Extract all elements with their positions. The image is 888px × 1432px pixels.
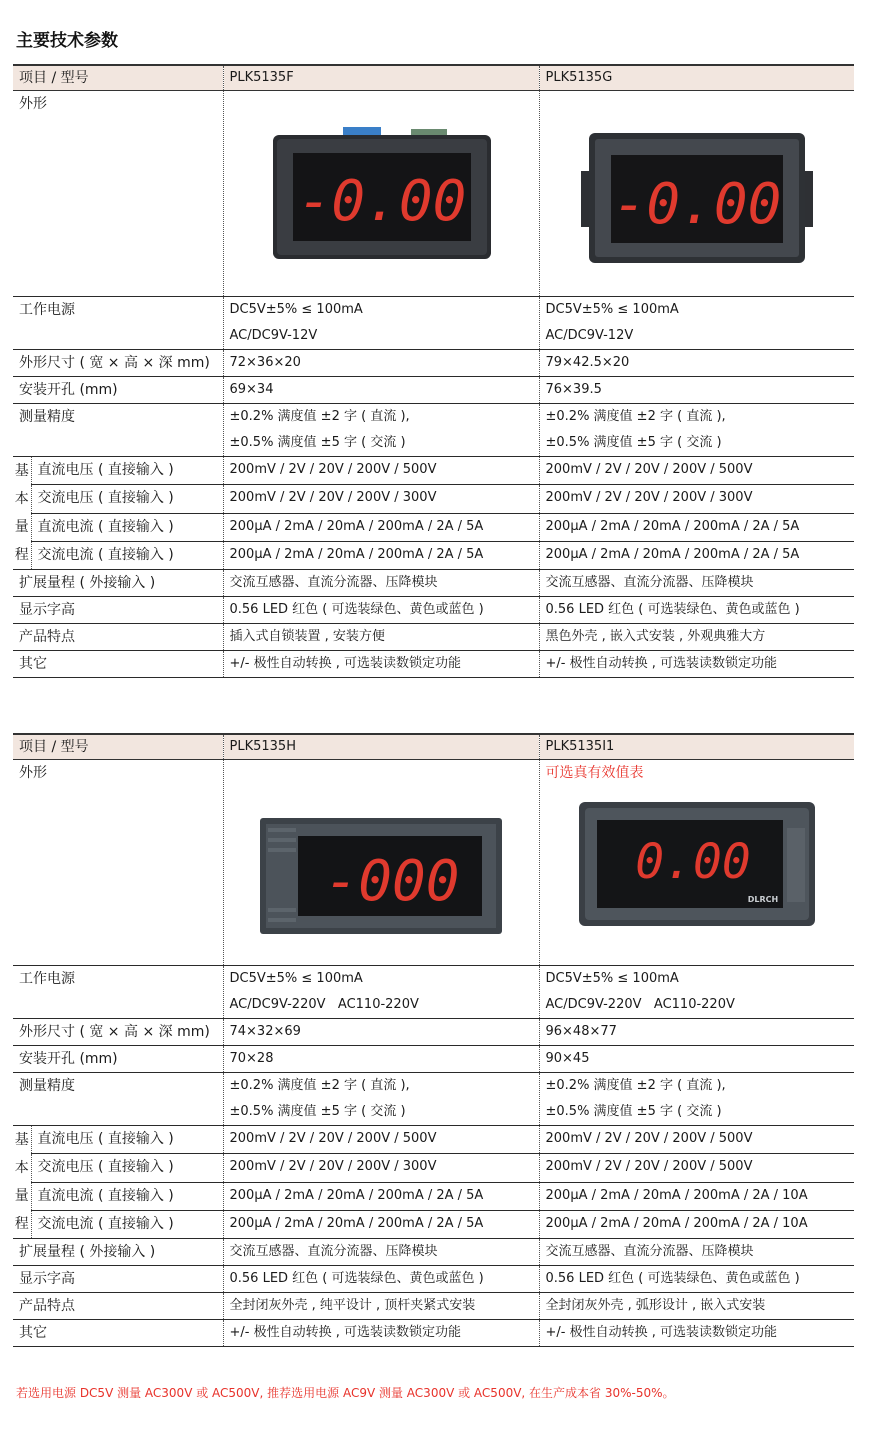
spec-table-1 <box>13 64 854 678</box>
row-label: 工作电源 <box>13 297 223 350</box>
cell-value <box>539 1073 854 1126</box>
size-row <box>13 350 854 377</box>
cell-line: ±0.5% 满度值 ±5 字 ( 交流 ) <box>229 1104 406 1119</box>
range-row <box>13 1126 854 1154</box>
cell-value: 200μA / 2mA / 20mA / 200mA / 2A / 10A <box>539 1210 854 1238</box>
row-label: 显示字高 <box>13 597 223 624</box>
range-row <box>13 541 854 569</box>
cell-line: ±0.2% 满度值 ±2 字 ( 直流 ), <box>545 1078 726 1093</box>
cell-value <box>539 404 854 457</box>
range-row <box>13 1210 854 1238</box>
row-label: 交流电压 ( 直接输入 ) <box>31 485 223 513</box>
cell-value: 200μA / 2mA / 20mA / 200mA / 2A / 5A <box>539 541 854 569</box>
cell-value: +/- 极性自动转换 , 可选装读数锁定功能 <box>223 1320 539 1347</box>
group-label-basic-range <box>13 1126 31 1239</box>
row-label: 外形 <box>13 760 223 966</box>
cell-value: 插入式自锁装置 , 安装方便 <box>223 624 539 651</box>
spec-table-2 <box>13 733 854 1347</box>
row-label: 外形尺寸 ( 宽 × 高 × 深 mm) <box>13 1019 223 1046</box>
row-label: 其它 <box>13 1320 223 1347</box>
cell-value: +/- 极性自动转换 , 可选装读数锁定功能 <box>539 651 854 678</box>
row-label: 直流电压 ( 直接输入 ) <box>31 1126 223 1154</box>
range-row <box>13 457 854 485</box>
row-label: 产品特点 <box>13 1293 223 1320</box>
true-rms-note: 可选真有效值表 <box>545 765 644 781</box>
row-label: 外形 <box>13 91 223 297</box>
row-label: 安装开孔 (mm) <box>13 1046 223 1073</box>
cell-value <box>223 1073 539 1126</box>
row-label: 安装开孔 (mm) <box>13 377 223 404</box>
group-char: 基 <box>14 463 29 479</box>
group-label-basic-range <box>13 457 31 570</box>
meter-plk5135i1-image <box>577 792 817 932</box>
range-row <box>13 485 854 513</box>
cell-line: DC5V±5% ≤ 100mA <box>545 302 679 317</box>
cell-value: 90×45 <box>539 1046 854 1073</box>
power-row <box>13 297 854 350</box>
cell-value: 全封闭灰外壳 , 弧形设计 , 嵌入式安装 <box>539 1293 854 1320</box>
cell-value <box>539 297 854 350</box>
cell-line: AC/DC9V-12V <box>229 328 318 343</box>
row-label: 直流电压 ( 直接输入 ) <box>31 457 223 485</box>
other-row <box>13 1320 854 1347</box>
range-row <box>13 513 854 541</box>
cell-value: 全封闭灰外壳 , 纯平设计 , 顶杆夹紧式安装 <box>223 1293 539 1320</box>
product-image <box>223 760 539 966</box>
cell-value: 72×36×20 <box>223 350 539 377</box>
cell-value: 200μA / 2mA / 20mA / 200mA / 2A / 5A <box>223 1182 539 1210</box>
cell-line: ±0.5% 满度值 ±5 字 ( 交流 ) <box>545 435 722 450</box>
page-title: 主要技术参数 <box>16 31 118 51</box>
range-row <box>13 1182 854 1210</box>
product-image <box>223 91 539 297</box>
cell-value: 200mV / 2V / 20V / 200V / 300V <box>539 485 854 513</box>
cell-value: 200μA / 2mA / 20mA / 200mA / 2A / 10A <box>539 1182 854 1210</box>
led-display-text: -0.00 <box>612 172 782 237</box>
cell-line: AC/DC9V-220V AC110-220V <box>545 997 735 1012</box>
row-label: 直流电流 ( 直接输入 ) <box>31 513 223 541</box>
feature-row <box>13 624 854 651</box>
row-label: 扩展量程 ( 外接输入 ) <box>13 570 223 597</box>
cell-value: 黑色外壳 , 嵌入式安装 , 外观典雅大方 <box>539 624 854 651</box>
model-name: PLK5135G <box>539 65 854 91</box>
cell-value: 200μA / 2mA / 20mA / 200mA / 2A / 5A <box>539 513 854 541</box>
cell-value <box>223 297 539 350</box>
cell-value: 0.56 LED 红色 ( 可选装绿色、黄色或蓝色 ) <box>223 597 539 624</box>
cell-value: 200μA / 2mA / 20mA / 200mA / 2A / 5A <box>223 513 539 541</box>
footnote: 若选用电源 DC5V 测量 AC300V 或 AC500V, 推荐选用电源 AC9V 测量 AC300V 或 AC500V, 在生产成本省 30%-50%。 <box>16 1386 675 1400</box>
cell-value: 200mV / 2V / 20V / 200V / 500V <box>223 457 539 485</box>
meter-plk5135h-image <box>256 812 506 942</box>
power-row <box>13 966 854 1019</box>
cell-value: 0.56 LED 红色 ( 可选装绿色、黄色或蓝色 ) <box>539 597 854 624</box>
row-label: 显示字高 <box>13 1266 223 1293</box>
cell-value: 200mV / 2V / 20V / 200V / 500V <box>223 1126 539 1154</box>
row-label: 扩展量程 ( 外接输入 ) <box>13 1239 223 1266</box>
appearance-row <box>13 91 854 297</box>
row-label: 交流电流 ( 直接输入 ) <box>31 1210 223 1238</box>
cell-value: +/- 极性自动转换 , 可选装读数锁定功能 <box>539 1320 854 1347</box>
row-label: 工作电源 <box>13 966 223 1019</box>
cell-line: ±0.2% 满度值 ±2 字 ( 直流 ), <box>545 409 726 424</box>
cell-value: 76×39.5 <box>539 377 854 404</box>
led-display-text: -0.00 <box>297 169 467 234</box>
model-name: PLK5135F <box>223 65 539 91</box>
group-char: 本 <box>14 1160 29 1176</box>
cell-value <box>223 966 539 1019</box>
table-header-row <box>13 65 854 91</box>
cell-line: AC/DC9V-12V <box>545 328 634 343</box>
row-label: 产品特点 <box>13 624 223 651</box>
group-char: 量 <box>14 1188 29 1204</box>
led-display-text: 0.00 <box>634 834 751 890</box>
group-char: 程 <box>14 547 29 563</box>
meter-plk5135f-image <box>261 125 501 275</box>
cell-value: 200mV / 2V / 20V / 200V / 500V <box>539 457 854 485</box>
cell-value: 200μA / 2mA / 20mA / 200mA / 2A / 5A <box>223 1210 539 1238</box>
cell-value: 0.56 LED 红色 ( 可选装绿色、黄色或蓝色 ) <box>223 1266 539 1293</box>
cell-value: 96×48×77 <box>539 1019 854 1046</box>
size-row <box>13 1019 854 1046</box>
cell-value: +/- 极性自动转换 , 可选装读数锁定功能 <box>223 651 539 678</box>
row-label: 交流电压 ( 直接输入 ) <box>31 1154 223 1182</box>
brand-logo: DLRCH <box>747 895 778 904</box>
header-label: 项目 / 型号 <box>13 734 223 760</box>
cell-line: ±0.5% 满度值 ±5 字 ( 交流 ) <box>545 1104 722 1119</box>
accuracy-row <box>13 1073 854 1126</box>
feature-row <box>13 1293 854 1320</box>
row-label: 直流电流 ( 直接输入 ) <box>31 1182 223 1210</box>
cell-value: 200mV / 2V / 20V / 200V / 500V <box>539 1126 854 1154</box>
cell-value: 交流互感器、直流分流器、压降模块 <box>223 1239 539 1266</box>
cell-line: ±0.2% 满度值 ±2 字 ( 直流 ), <box>229 409 410 424</box>
group-char: 本 <box>14 491 29 507</box>
cell-value <box>223 404 539 457</box>
cell-value: 70×28 <box>223 1046 539 1073</box>
row-label: 测量精度 <box>13 1073 223 1126</box>
meter-plk5135g-image <box>577 127 817 277</box>
group-char: 程 <box>14 1216 29 1232</box>
header-label: 项目 / 型号 <box>13 65 223 91</box>
product-image <box>539 760 854 966</box>
appearance-row <box>13 760 854 966</box>
cell-value: 200μA / 2mA / 20mA / 200mA / 2A / 5A <box>223 541 539 569</box>
cell-value: 79×42.5×20 <box>539 350 854 377</box>
led-display-text: -000 <box>324 849 460 914</box>
cell-value: 200mV / 2V / 20V / 200V / 300V <box>223 485 539 513</box>
cell-value: 200mV / 2V / 20V / 200V / 500V <box>539 1154 854 1182</box>
cell-line: DC5V±5% ≤ 100mA <box>545 971 679 986</box>
cell-line: DC5V±5% ≤ 100mA <box>229 971 363 986</box>
range-row <box>13 1154 854 1182</box>
cell-line: ±0.5% 满度值 ±5 字 ( 交流 ) <box>229 435 406 450</box>
cell-value: 交流互感器、直流分流器、压降模块 <box>539 1239 854 1266</box>
cell-line: AC/DC9V-220V AC110-220V <box>229 997 419 1012</box>
digit-height-row <box>13 1266 854 1293</box>
accuracy-row <box>13 404 854 457</box>
group-char: 基 <box>14 1132 29 1148</box>
model-name: PLK5135I1 <box>539 734 854 760</box>
model-name: PLK5135H <box>223 734 539 760</box>
group-char: 量 <box>14 519 29 535</box>
other-row <box>13 651 854 678</box>
cell-value: 200mV / 2V / 20V / 200V / 300V <box>223 1154 539 1182</box>
ext-range-row <box>13 1239 854 1266</box>
table-header-row <box>13 734 854 760</box>
cell-line: ±0.2% 满度值 ±2 字 ( 直流 ), <box>229 1078 410 1093</box>
row-label: 外形尺寸 ( 宽 × 高 × 深 mm) <box>13 350 223 377</box>
cell-value: 69×34 <box>223 377 539 404</box>
cell-value <box>539 966 854 1019</box>
cutout-row <box>13 1046 854 1073</box>
digit-height-row <box>13 597 854 624</box>
row-label: 其它 <box>13 651 223 678</box>
cutout-row <box>13 377 854 404</box>
row-label: 交流电流 ( 直接输入 ) <box>31 541 223 569</box>
cell-value: 交流互感器、直流分流器、压降模块 <box>539 570 854 597</box>
cell-value: 0.56 LED 红色 ( 可选装绿色、黄色或蓝色 ) <box>539 1266 854 1293</box>
cell-value: 74×32×69 <box>223 1019 539 1046</box>
product-image <box>539 91 854 297</box>
cell-line: DC5V±5% ≤ 100mA <box>229 302 363 317</box>
ext-range-row <box>13 570 854 597</box>
cell-value: 交流互感器、直流分流器、压降模块 <box>223 570 539 597</box>
row-label: 测量精度 <box>13 404 223 457</box>
